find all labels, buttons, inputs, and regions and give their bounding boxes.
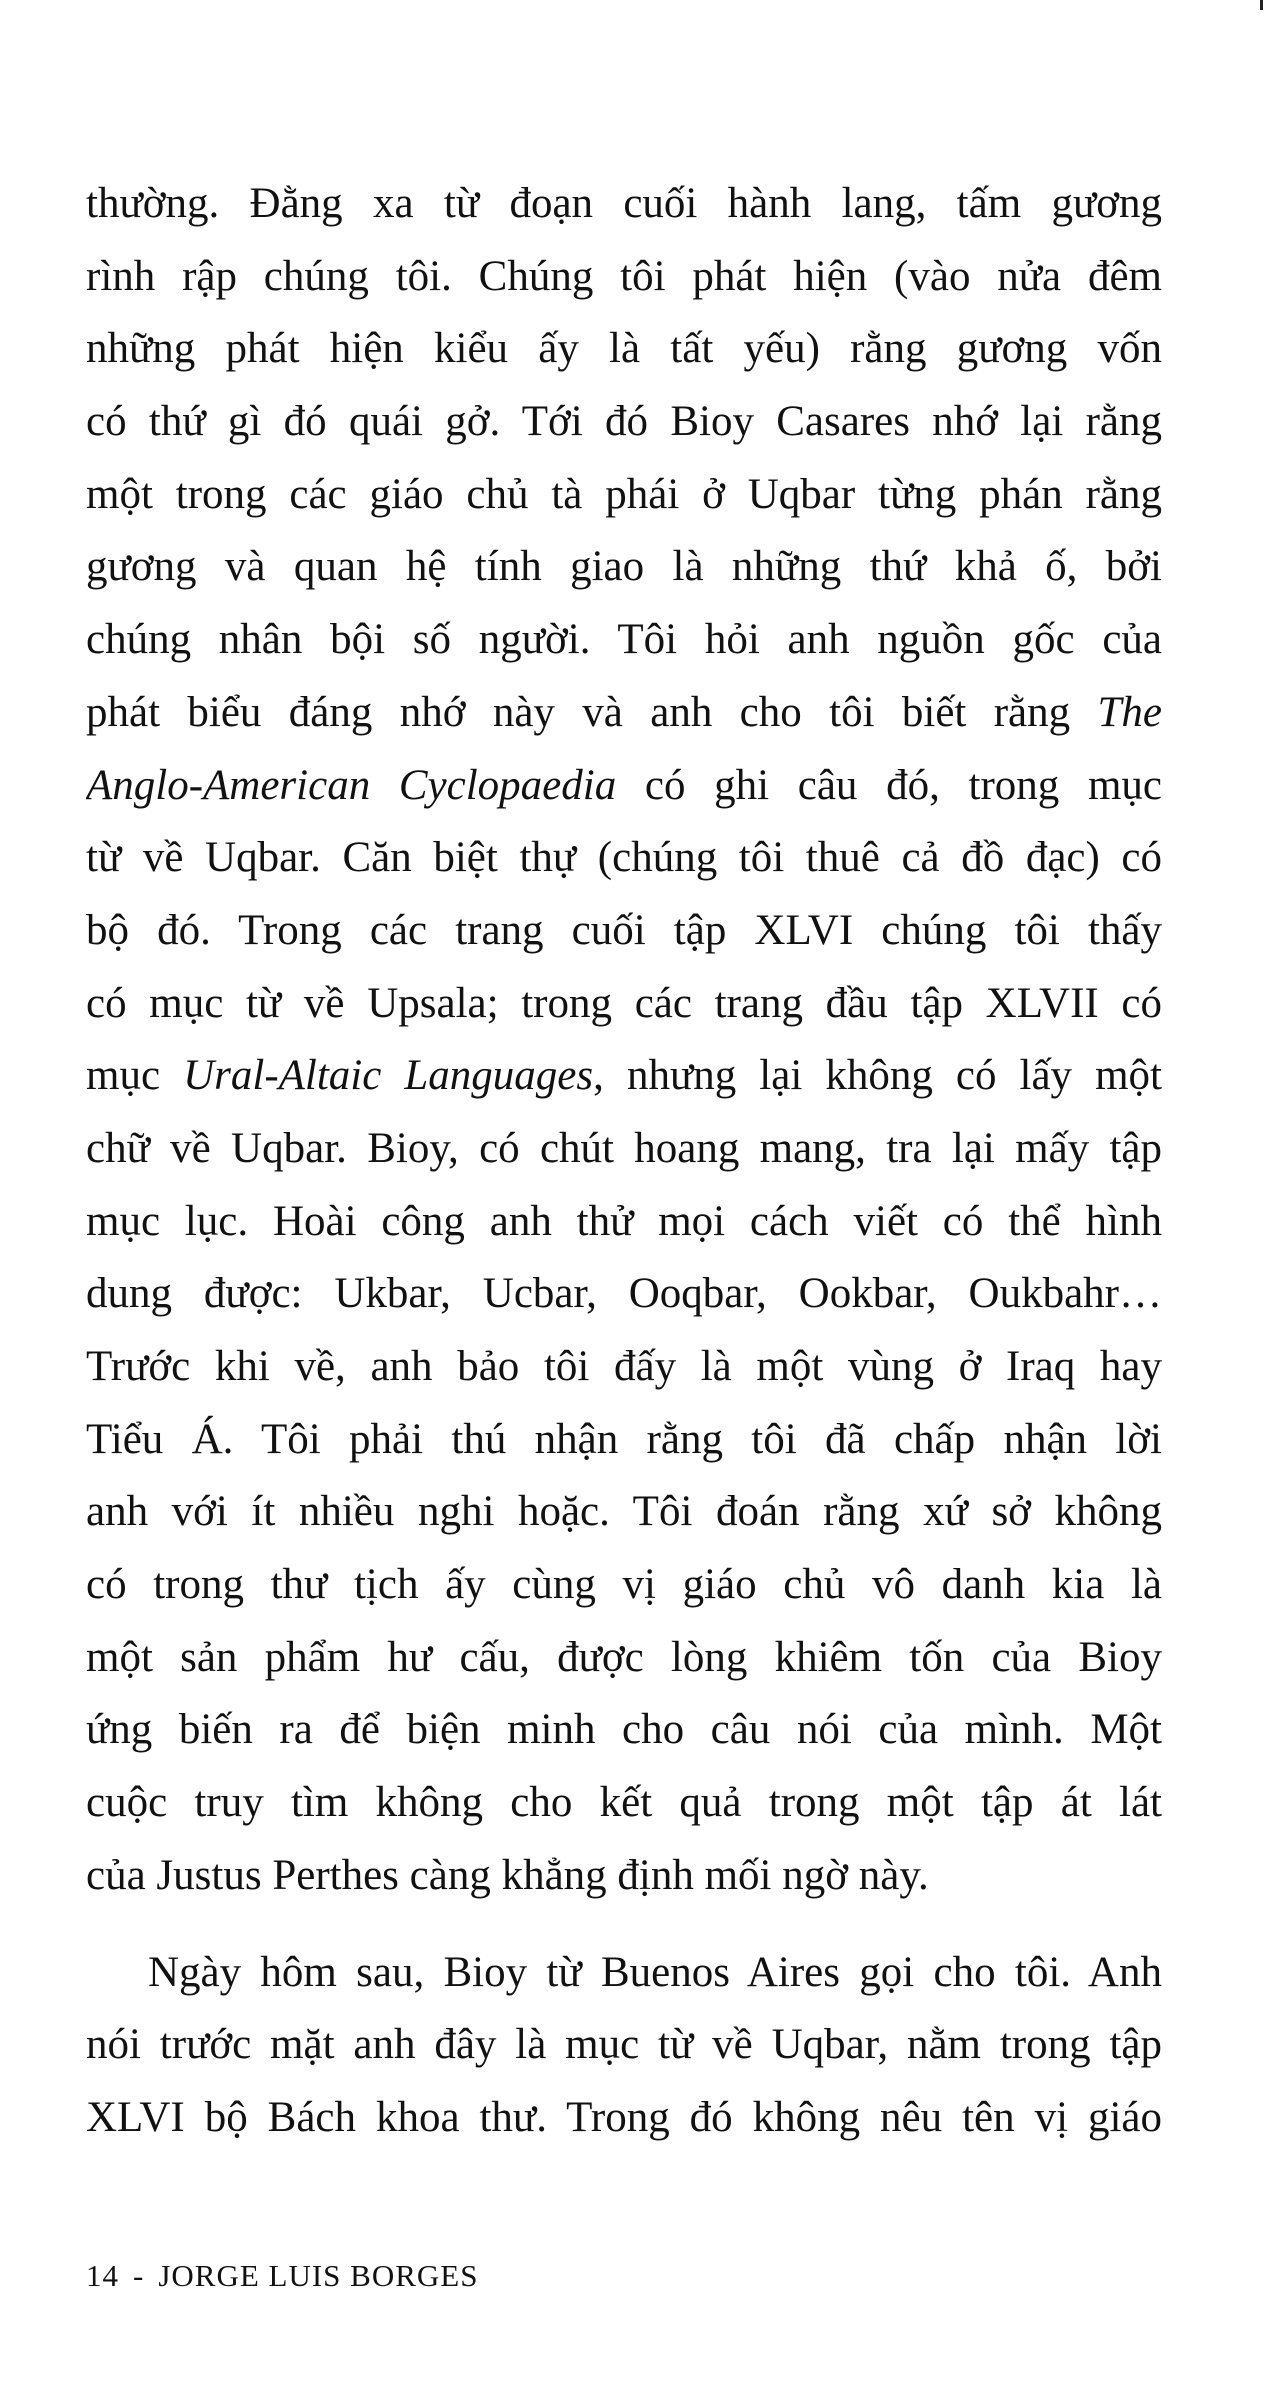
text-span: có ghi câu đó, trong mục (616, 761, 1162, 809)
text-line: thường. Đằng xa từ đoạn cuối hành lang, tấm gương (86, 180, 1162, 227)
scan-mark (1260, 0, 1263, 10)
text-line: ứng biến ra để biện minh cho câu nói của mình. Một (86, 1706, 1162, 1754)
text-line (86, 1040, 1162, 1113)
book-title-italic: Anglo-American Cyclopaedia (86, 761, 617, 809)
text-line (86, 677, 1162, 750)
text-line: cuộc truy tìm không cho kết quả trong một tập át lát (86, 1779, 1162, 1827)
text-span: phát biểu đáng nhớ này và anh cho tôi biết rằng (86, 688, 1098, 736)
text-line: Tiểu Á. Tôi phải thú nhận rằng tôi đã chấp nhận lời (86, 1415, 1162, 1463)
running-author: JORGE LUIS BORGES (158, 2258, 479, 2293)
text-line: gương và quan hệ tính giao là những thứ khả ố, bởi (86, 543, 1162, 591)
page-number: 14 (86, 2258, 119, 2293)
text-line (86, 750, 1162, 823)
text-span: mục (86, 1052, 184, 1100)
text-line: chữ về Uqbar. Bioy, có chút hoang mang, tra lại mấy tập (86, 1124, 1162, 1172)
text-line: của Justus Perthes càng khẳng định mối ngờ này. (86, 1851, 929, 1899)
text-line: có trong thư tịch ấy cùng vị giáo chủ vô danh kia là (86, 1561, 1162, 1609)
footer-separator: - (133, 2258, 145, 2293)
text-line: rình rập chúng tôi. Chúng tôi phát hiện (vào nửa đêm (86, 252, 1162, 300)
text-line: từ về Uqbar. Căn biệt thự (chúng tôi thuê cả đồ đạc) có (86, 834, 1162, 882)
paragraph-1 (86, 168, 1162, 1913)
text-line: chúng nhân bội số người. Tôi hỏi anh nguồn gốc của (86, 616, 1162, 664)
text-line: có thứ gì đó quái gở. Tới đó Bioy Casares nhớ lại rằng (86, 398, 1162, 446)
text-line: bộ đó. Trong các trang cuối tập XLVI chúng tôi thấy (86, 906, 1162, 954)
text-line: nói trước mặt anh đây là mục từ về Uqbar, nằm trong tập (86, 2021, 1162, 2069)
text-line: một sản phẩm hư cấu, được lòng khiêm tốn của Bioy (86, 1633, 1162, 1681)
text-line: Trước khi về, anh bảo tôi đấy là một vùng ở Iraq hay (86, 1343, 1162, 1390)
entry-title-italic: Ural-Altaic Languages (183, 1052, 594, 1100)
paragraph-2 (86, 1937, 1162, 2155)
paragraph-gap (86, 1913, 1162, 1937)
text-line: những phát hiện kiểu ấy là tất yếu) rằng gương vốn (86, 325, 1162, 373)
text-line: dung được: Ukbar, Ucbar, Ooqbar, Ookbar, Oukbahr… (86, 1270, 1162, 1318)
text-line: anh với ít nhiều nghi hoặc. Tôi đoán rằng xứ sở không (86, 1488, 1162, 1536)
text-span: , nhưng lại không có lấy một (593, 1052, 1162, 1100)
text-line: Ngày hôm sau, Bioy từ Buenos Aires gọi cho tôi. Anh (148, 1948, 1162, 1996)
text-line: XLVI bộ Bách khoa thư. Trong đó không nêu tên vị giáo (86, 2093, 1162, 2141)
book-title-italic: The (1097, 688, 1162, 736)
text-line: một trong các giáo chủ tà phái ở Uqbar từng phán rằng (86, 470, 1162, 518)
page-footer (86, 2258, 478, 2294)
body-text (86, 168, 1162, 2155)
text-line: mục lục. Hoài công anh thử mọi cách viết có thể hình (86, 1197, 1162, 1245)
text-line: có mục từ về Upsala; trong các trang đầu tập XLVII có (86, 979, 1162, 1027)
